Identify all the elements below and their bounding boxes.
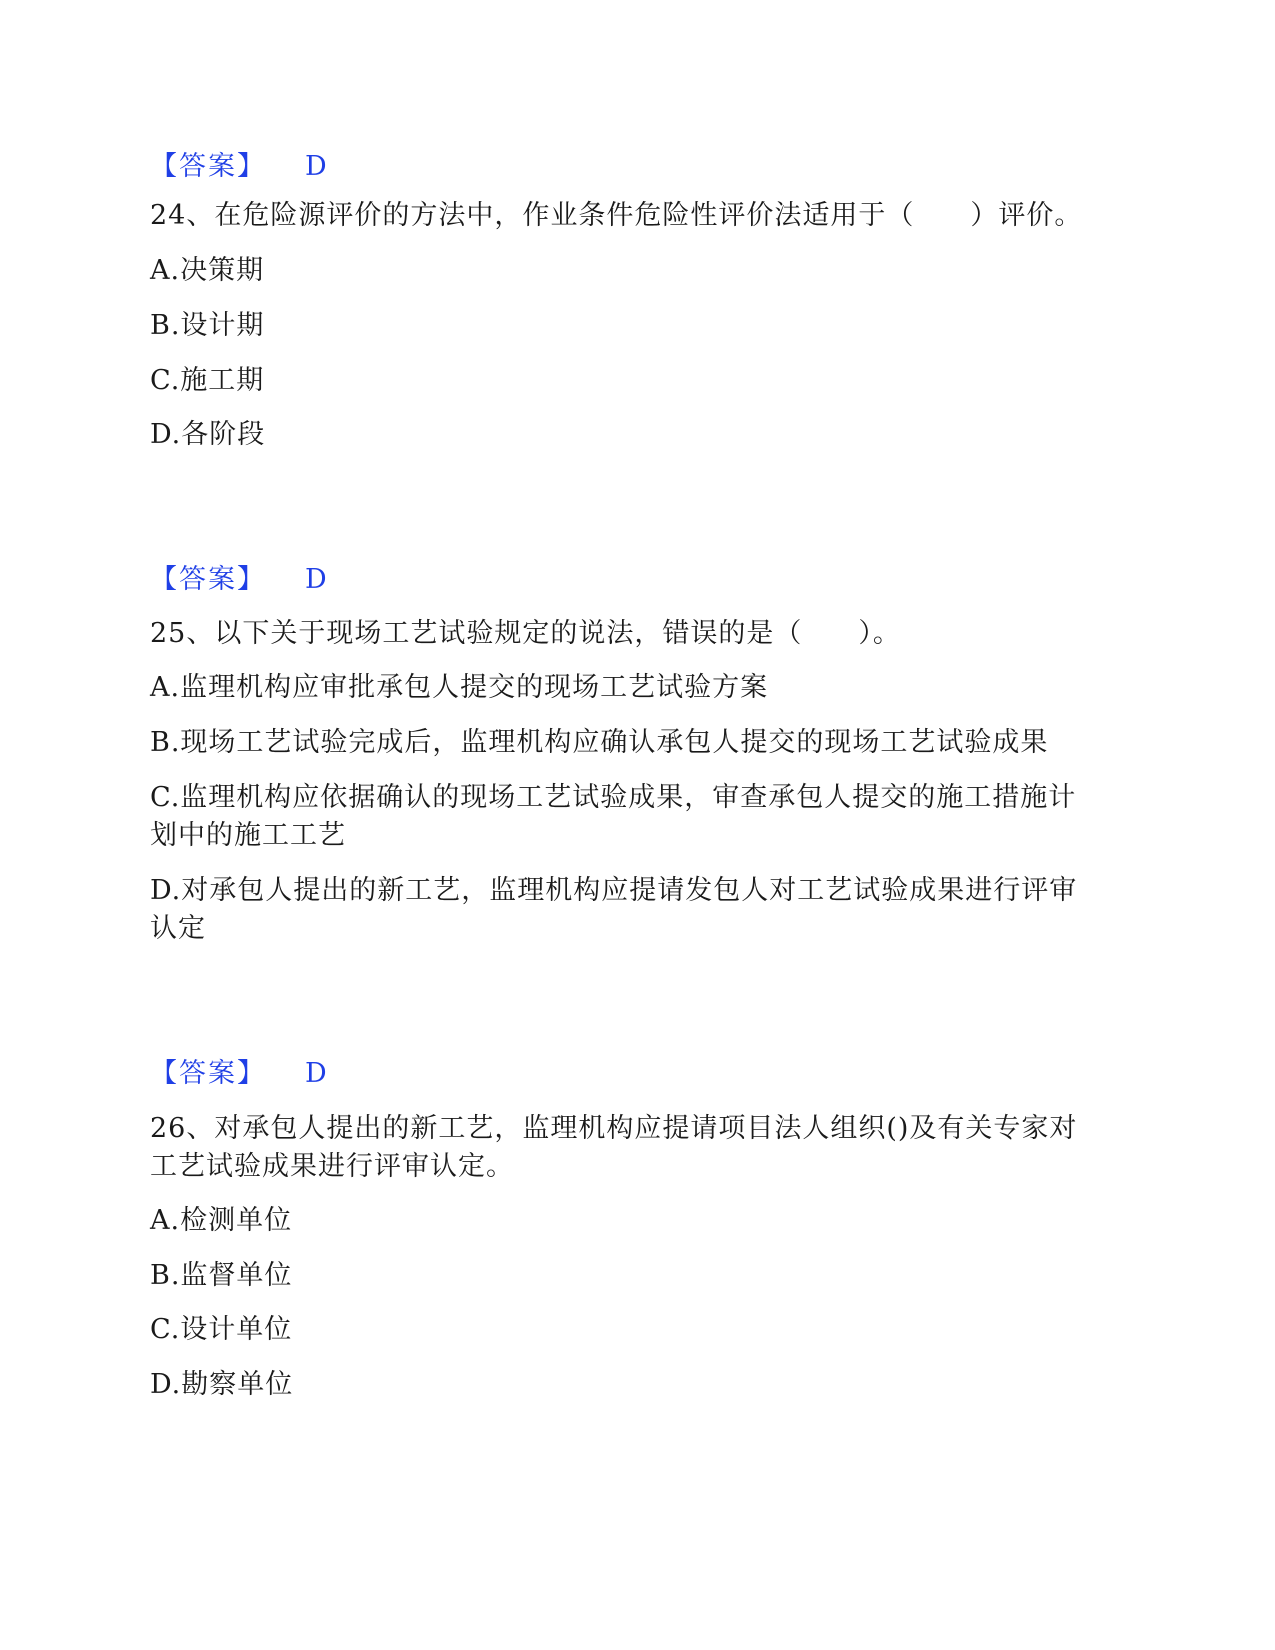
answer-value: D [305,151,327,182]
answer-value: D [305,564,327,595]
answer-label: 【答案】 [150,564,266,595]
answer-label: 【答案】 [150,151,266,182]
answer-value: D [305,1058,327,1089]
question-24: 24、在危险源评价的方法中，作业条件危险性评价法适用于（ ）评价。 [150,200,1083,231]
option-24-b: B.设计期 [150,310,265,341]
option-25-d-line1: D.对承包人提出的新工艺，监理机构应提请发包人对工艺试验成果进行评审 [150,875,1078,906]
option-26-d: D.勘察单位 [150,1369,294,1400]
question-26-line1: 26、对承包人提出的新工艺，监理机构应提请项目法人组织()及有关专家对 [150,1113,1078,1144]
option-24-a: A.决策期 [150,255,265,286]
option-25-d-line2: 认定 [150,913,206,944]
question-25: 25、以下关于现场工艺试验规定的说法，错误的是（ ）。 [150,618,901,649]
answer-label: 【答案】 [150,1058,266,1089]
option-25-c-line2: 划中的施工工艺 [150,820,346,851]
option-24-c: C.施工期 [150,365,265,396]
option-25-a: A.监理机构应审批承包人提交的现场工艺试验方案 [150,672,769,703]
option-25-c-line1: C.监理机构应依据确认的现场工艺试验成果，审查承包人提交的施工措施计 [150,782,1077,813]
option-24-d: D.各阶段 [150,419,266,450]
option-25-b: B.现场工艺试验完成后，监理机构应确认承包人提交的现场工艺试验成果 [150,727,1049,758]
option-26-c: C.设计单位 [150,1314,293,1345]
question-26-line2: 工艺试验成果进行评审认定。 [150,1151,514,1182]
option-26-b: B.监督单位 [150,1260,293,1291]
option-26-a: A.检测单位 [150,1205,293,1236]
